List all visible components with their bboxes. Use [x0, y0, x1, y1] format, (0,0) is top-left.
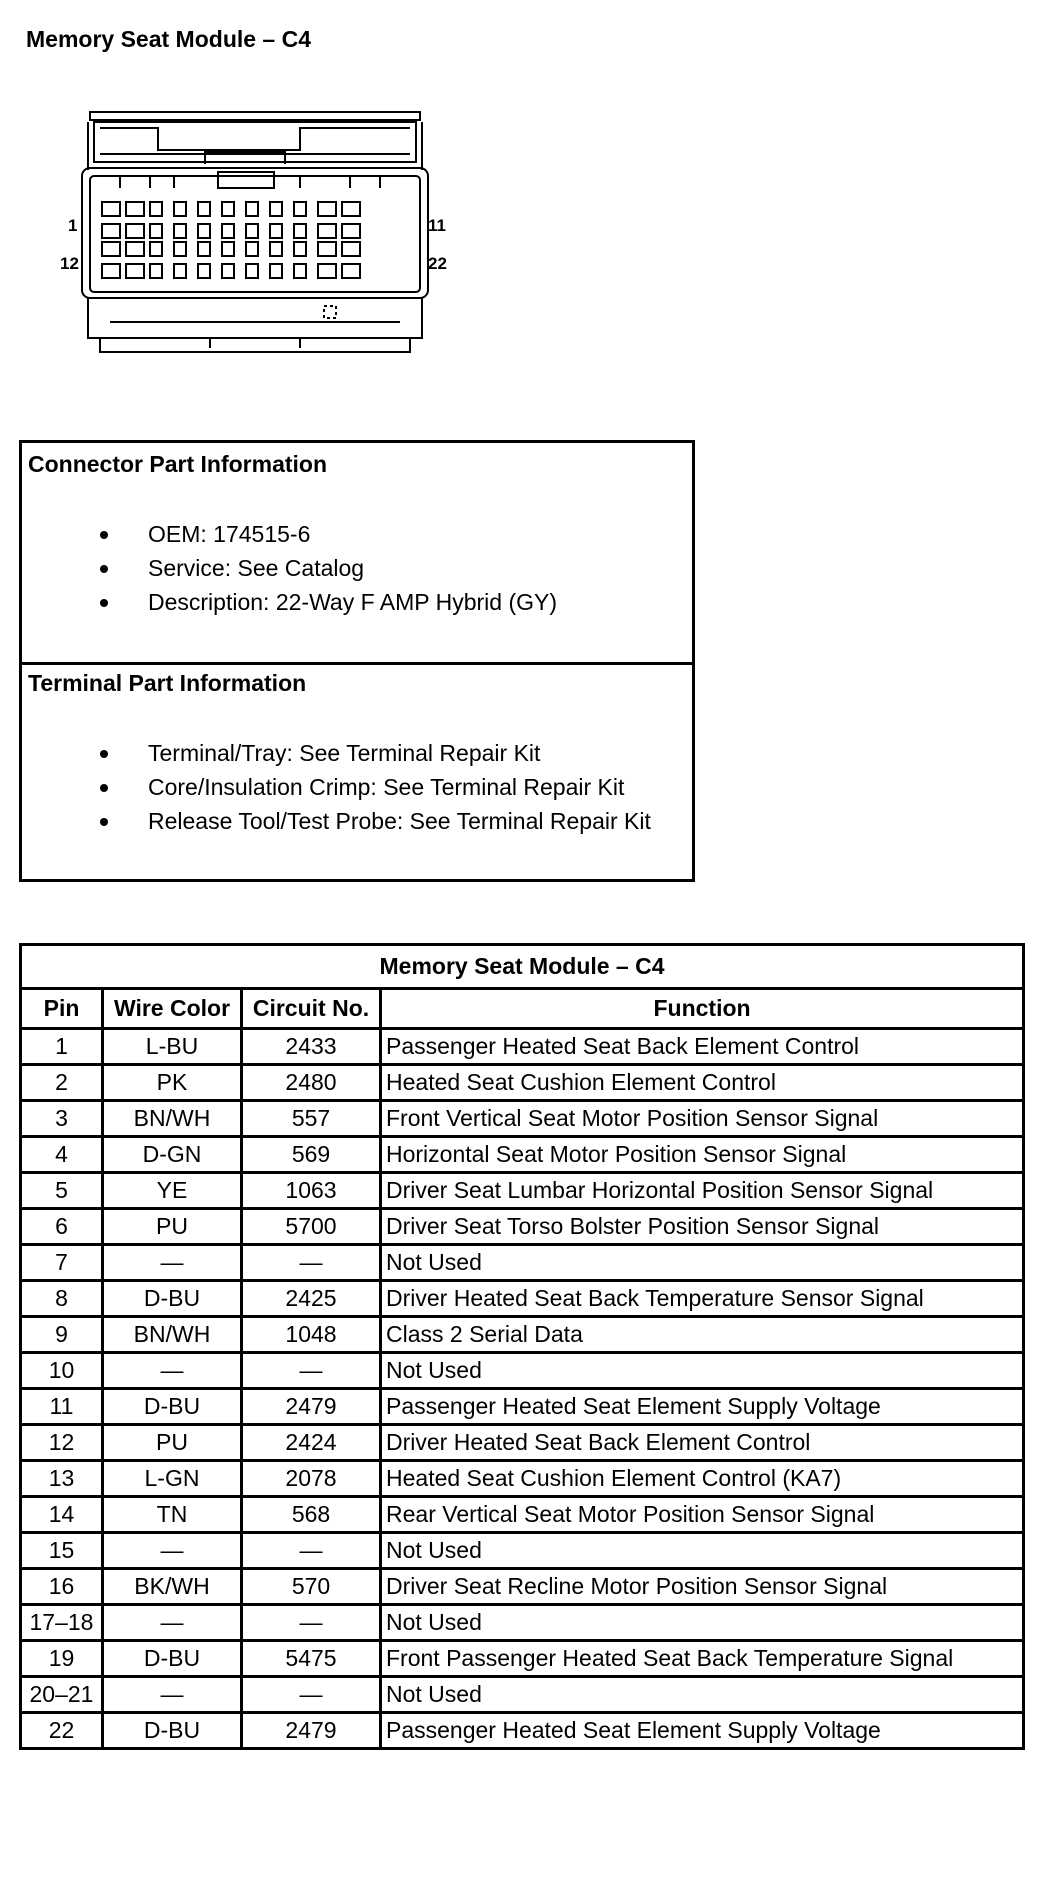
cell-function: Passenger Heated Seat Back Element Control: [381, 1029, 1024, 1065]
pin-table-body: [21, 1029, 1024, 1749]
cell-circuit-no: —: [242, 1533, 381, 1569]
pin-cavity: [150, 264, 162, 278]
cell-wire-color: BN/WH: [103, 1101, 242, 1137]
pin-cavity: [270, 242, 282, 256]
table-row: [21, 1065, 1024, 1101]
cell-wire-color: —: [103, 1353, 242, 1389]
cell-function: Not Used: [381, 1533, 1024, 1569]
pin-cavity: [222, 202, 234, 216]
page-title: Memory Seat Module – C4: [26, 26, 312, 52]
cell-circuit-no: 2433: [242, 1029, 381, 1065]
terminal-part-heading: Terminal Part Information: [28, 670, 307, 696]
cell-function: Heated Seat Cushion Element Control: [381, 1065, 1024, 1101]
cell-circuit-no: 5700: [242, 1209, 381, 1245]
cell-circuit-no: 2425: [242, 1281, 381, 1317]
table-row: [21, 1029, 1024, 1065]
table-row: [21, 1425, 1024, 1461]
pin-label-22: 22: [428, 254, 447, 273]
cell-function: Driver Seat Torso Bolster Position Sensor Signal: [381, 1209, 1024, 1245]
cell-function: Rear Vertical Seat Motor Position Sensor Signal: [381, 1497, 1024, 1533]
cell-wire-color: —: [103, 1533, 242, 1569]
cell-circuit-no: 2480: [242, 1065, 381, 1101]
pin-cavity: [270, 202, 282, 216]
pin-cavity: [198, 224, 210, 238]
pin-cavity: [342, 224, 360, 238]
cell-function: Passenger Heated Seat Element Supply Voltage: [381, 1713, 1024, 1749]
cell-circuit-no: —: [242, 1353, 381, 1389]
cell-function: Driver Seat Lumbar Horizontal Position Sensor Signal: [381, 1173, 1024, 1209]
pin-cavity: [318, 242, 336, 256]
cell-wire-color: YE: [103, 1173, 242, 1209]
list-item: Service: See Catalog: [74, 551, 557, 585]
connector-part-list: [74, 517, 557, 619]
cell-pin: 17–18: [21, 1605, 103, 1641]
list-item: Release Tool/Test Probe: See Terminal Repair Kit: [74, 804, 651, 838]
table-row: [21, 1713, 1024, 1749]
pin-cavity: [294, 224, 306, 238]
cell-circuit-no: 568: [242, 1497, 381, 1533]
table-row: [21, 1641, 1024, 1677]
cell-wire-color: D-BU: [103, 1713, 242, 1749]
table-row: [21, 1137, 1024, 1173]
table-row: [21, 1317, 1024, 1353]
cell-pin: 9: [21, 1317, 103, 1353]
table-row: [21, 1101, 1024, 1137]
cell-function: Front Passenger Heated Seat Back Temperature Signal: [381, 1641, 1024, 1677]
cell-wire-color: D-GN: [103, 1137, 242, 1173]
cell-wire-color: L-BU: [103, 1029, 242, 1065]
part-information-box: [19, 440, 695, 882]
pin-cavity: [126, 202, 144, 216]
cell-pin: 20–21: [21, 1677, 103, 1713]
table-row: [21, 1533, 1024, 1569]
cell-circuit-no: 569: [242, 1137, 381, 1173]
pin-cavity: [294, 264, 306, 278]
column-header-wire-color: Wire Color: [103, 989, 242, 1029]
table-row: [21, 1497, 1024, 1533]
pin-cavity: [102, 202, 120, 216]
pin-cavity: [222, 242, 234, 256]
cell-pin: 16: [21, 1569, 103, 1605]
pin-label-1: 1: [68, 216, 78, 235]
cell-pin: 12: [21, 1425, 103, 1461]
cell-wire-color: D-BU: [103, 1389, 242, 1425]
pin-cavity: [246, 242, 258, 256]
cell-function: Driver Seat Recline Motor Position Sensor Signal: [381, 1569, 1024, 1605]
pin-cavity: [222, 264, 234, 278]
cell-function: Horizontal Seat Motor Position Sensor Signal: [381, 1137, 1024, 1173]
cell-circuit-no: —: [242, 1605, 381, 1641]
pin-cavity: [294, 202, 306, 216]
cell-pin: 5: [21, 1173, 103, 1209]
pin-cavity: [174, 202, 186, 216]
cell-circuit-no: 570: [242, 1569, 381, 1605]
cell-circuit-no: 557: [242, 1101, 381, 1137]
cell-pin: 7: [21, 1245, 103, 1281]
cell-wire-color: PU: [103, 1425, 242, 1461]
cell-wire-color: —: [103, 1245, 242, 1281]
list-item: Description: 22-Way F AMP Hybrid (GY): [74, 585, 557, 619]
pin-cavity: [198, 264, 210, 278]
cell-circuit-no: 1063: [242, 1173, 381, 1209]
pin-cavity: [342, 264, 360, 278]
cell-pin: 15: [21, 1533, 103, 1569]
pin-cavity: [318, 264, 336, 278]
cell-wire-color: PU: [103, 1209, 242, 1245]
table-row: [21, 1461, 1024, 1497]
column-header-pin: Pin: [21, 989, 103, 1029]
cell-pin: 4: [21, 1137, 103, 1173]
cell-function: Driver Heated Seat Back Temperature Sensor Signal: [381, 1281, 1024, 1317]
terminal-part-information: [22, 662, 692, 879]
cell-wire-color: D-BU: [103, 1641, 242, 1677]
pin-cavity: [174, 264, 186, 278]
table-row: [21, 1281, 1024, 1317]
pin-cavity: [318, 202, 336, 216]
cell-wire-color: —: [103, 1605, 242, 1641]
column-header-function: Function: [381, 989, 1024, 1029]
pin-cavity: [318, 224, 336, 238]
cell-wire-color: PK: [103, 1065, 242, 1101]
cell-function: Not Used: [381, 1605, 1024, 1641]
pin-label-11: 11: [428, 216, 446, 235]
cell-pin: 6: [21, 1209, 103, 1245]
pin-cavities: [102, 202, 360, 278]
pin-table: [19, 943, 1025, 1750]
cell-circuit-no: —: [242, 1677, 381, 1713]
table-row: [21, 1605, 1024, 1641]
pin-label-12: 12: [60, 254, 79, 273]
cell-function: Front Vertical Seat Motor Position Sensor Signal: [381, 1101, 1024, 1137]
cell-circuit-no: 2078: [242, 1461, 381, 1497]
pin-cavity: [270, 224, 282, 238]
table-row: [21, 1245, 1024, 1281]
pin-cavity: [222, 224, 234, 238]
pin-cavity: [126, 224, 144, 238]
cell-pin: 11: [21, 1389, 103, 1425]
cell-circuit-no: —: [242, 1245, 381, 1281]
connector-face-diagram: [60, 110, 447, 360]
pin-cavity: [102, 224, 120, 238]
pin-cavity: [246, 224, 258, 238]
cell-pin: 10: [21, 1353, 103, 1389]
list-item: Core/Insulation Crimp: See Terminal Repair Kit: [74, 770, 651, 804]
cell-function: Not Used: [381, 1677, 1024, 1713]
pin-cavity: [342, 242, 360, 256]
pin-cavity: [198, 242, 210, 256]
connector-part-heading: Connector Part Information: [28, 451, 328, 477]
cell-function: Driver Heated Seat Back Element Control: [381, 1425, 1024, 1461]
pin-cavity: [126, 264, 144, 278]
table-row: [21, 1209, 1024, 1245]
pin-cavity: [102, 264, 120, 278]
cell-function: Passenger Heated Seat Element Supply Voltage: [381, 1389, 1024, 1425]
table-row: [21, 1677, 1024, 1713]
terminal-part-list: [74, 736, 651, 838]
cell-pin: 14: [21, 1497, 103, 1533]
cell-function: Not Used: [381, 1353, 1024, 1389]
cell-wire-color: TN: [103, 1497, 242, 1533]
cell-circuit-no: 2424: [242, 1425, 381, 1461]
cell-circuit-no: 2479: [242, 1389, 381, 1425]
pin-cavity: [150, 202, 162, 216]
cell-pin: 3: [21, 1101, 103, 1137]
pin-cavity: [126, 242, 144, 256]
list-item: OEM: 174515-6: [74, 517, 557, 551]
cell-circuit-no: 5475: [242, 1641, 381, 1677]
pin-cavity: [246, 264, 258, 278]
cell-wire-color: —: [103, 1677, 242, 1713]
cell-circuit-no: 2479: [242, 1713, 381, 1749]
pin-cavity: [150, 224, 162, 238]
cell-pin: 1: [21, 1029, 103, 1065]
cell-pin: 22: [21, 1713, 103, 1749]
cell-function: Not Used: [381, 1245, 1024, 1281]
cell-wire-color: D-BU: [103, 1281, 242, 1317]
cell-circuit-no: 1048: [242, 1317, 381, 1353]
cell-pin: 19: [21, 1641, 103, 1677]
pin-cavity: [198, 202, 210, 216]
pin-cavity: [270, 264, 282, 278]
list-item: Terminal/Tray: See Terminal Repair Kit: [74, 736, 651, 770]
cell-pin: 13: [21, 1461, 103, 1497]
table-row: [21, 1353, 1024, 1389]
pin-cavity: [174, 242, 186, 256]
pin-cavity: [342, 202, 360, 216]
cell-function: Class 2 Serial Data: [381, 1317, 1024, 1353]
column-header-circuit-no: Circuit No.: [242, 989, 381, 1029]
pin-cavity: [150, 242, 162, 256]
cell-wire-color: L-GN: [103, 1461, 242, 1497]
pin-cavity: [246, 202, 258, 216]
pin-cavity: [294, 242, 306, 256]
connector-part-information: [22, 443, 692, 665]
cell-pin: 8: [21, 1281, 103, 1317]
table-caption: Memory Seat Module – C4: [21, 945, 1024, 989]
cell-function: Heated Seat Cushion Element Control (KA7): [381, 1461, 1024, 1497]
cell-pin: 2: [21, 1065, 103, 1101]
table-row: [21, 1569, 1024, 1605]
cell-wire-color: BK/WH: [103, 1569, 242, 1605]
pin-cavity: [174, 224, 186, 238]
cell-wire-color: BN/WH: [103, 1317, 242, 1353]
pin-cavity: [102, 242, 120, 256]
table-row: [21, 1173, 1024, 1209]
table-row: [21, 1389, 1024, 1425]
